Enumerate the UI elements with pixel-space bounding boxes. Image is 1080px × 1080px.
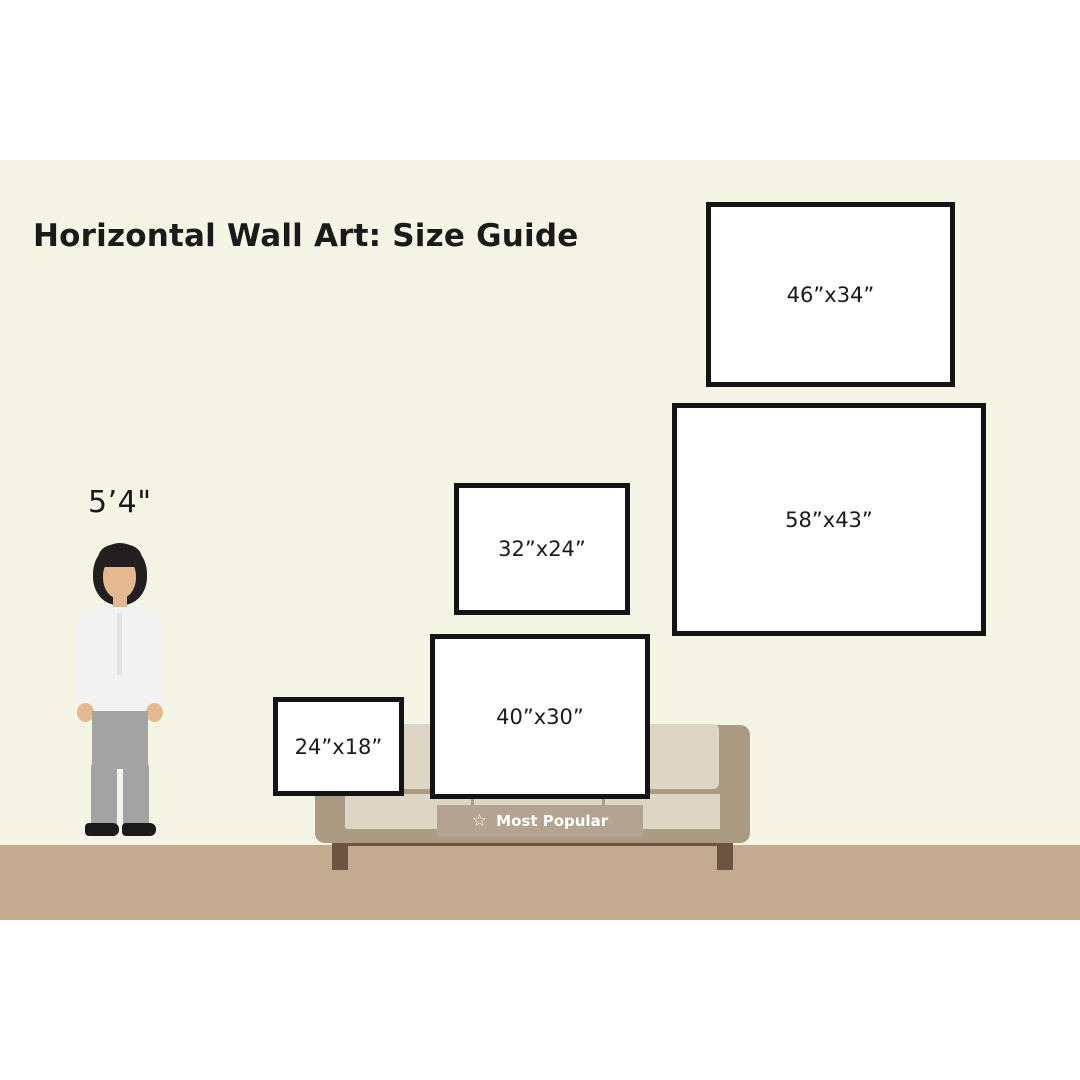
person-shoe-left: [85, 823, 119, 836]
person-hair-fringe: [98, 545, 142, 567]
most-popular-label: Most Popular: [496, 812, 609, 830]
frame-58x43[interactable]: [672, 403, 986, 636]
frame-40x30[interactable]: [430, 634, 650, 799]
frame-58x43-label: 58”x43”: [785, 507, 873, 532]
person-height-label: 5’4": [88, 485, 152, 520]
frame-24x18[interactable]: [273, 697, 404, 796]
star-icon: ☆: [471, 810, 488, 831]
person-figure: [60, 543, 180, 863]
person-leg-right: [123, 765, 149, 827]
room-scene: [0, 160, 1080, 920]
frame-46x34[interactable]: [706, 202, 955, 387]
frame-40x30-label: 40”x30”: [496, 704, 584, 729]
sofa-arm-right: [720, 725, 750, 843]
person-arm-right: [145, 615, 164, 709]
frame-32x24-label: 32”x24”: [498, 537, 586, 561]
page-title: Horizontal Wall Art: Size Guide: [33, 218, 579, 254]
person-shoe-right: [122, 823, 156, 836]
frame-24x18-label: 24”x18”: [294, 734, 383, 759]
most-popular-badge[interactable]: [437, 805, 643, 837]
person-pants: [92, 711, 148, 769]
person-shirt-placket: [117, 613, 122, 675]
person-hand-right: [146, 703, 163, 722]
frame-46x34-label: 46”x34”: [786, 282, 875, 307]
frame-32x24[interactable]: [454, 483, 630, 615]
person-leg-left: [91, 765, 117, 827]
person-arm-left: [76, 615, 95, 709]
